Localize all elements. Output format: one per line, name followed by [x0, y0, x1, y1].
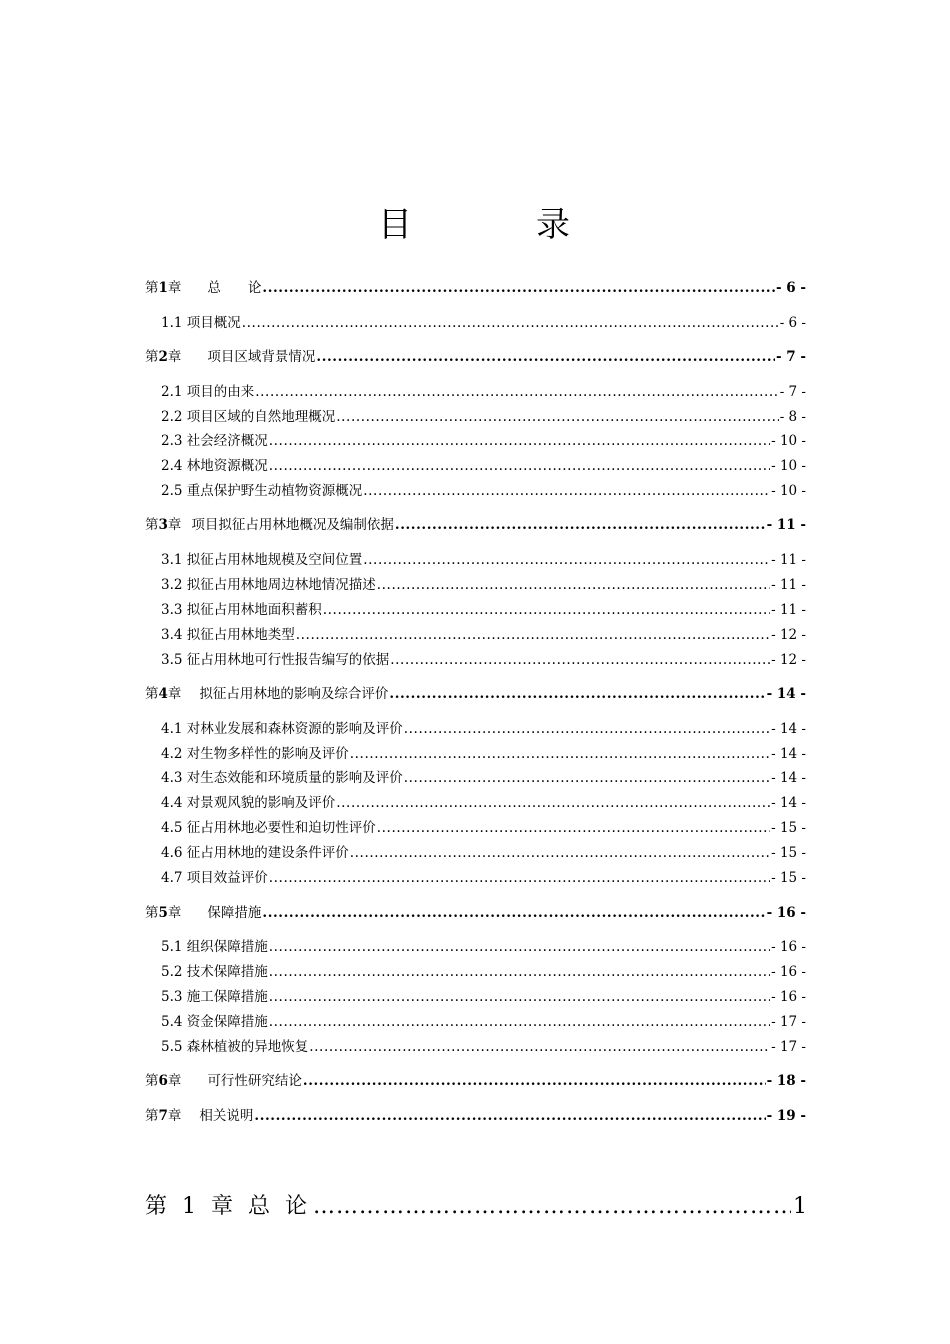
toc-entry-section[interactable]: [161, 768, 806, 788]
toc-entry-chapter-2[interactable]: [145, 347, 806, 367]
dot-leader: [350, 744, 770, 764]
dot-leader: [377, 818, 770, 838]
dot-leader: [296, 625, 770, 645]
section-label: 4.6 征占用林地的建设条件评价: [161, 845, 349, 861]
page-number: - 11 -: [771, 577, 806, 593]
toc-entry-section[interactable]: [161, 407, 806, 427]
dot-leader: [269, 937, 770, 957]
toc-entry-section[interactable]: [161, 625, 806, 645]
title-char-2: 录: [536, 205, 570, 245]
toc-entry-section[interactable]: [161, 481, 806, 501]
chapter-label: 第7章 相关说明: [145, 1108, 254, 1124]
toc-entry-section[interactable]: [161, 650, 806, 670]
chapter-label: 第4章 拟征占用林地的影响及综合评价: [145, 686, 389, 702]
dot-leader: [269, 987, 770, 1007]
dot-leader: [262, 278, 775, 298]
page-number: - 8 -: [779, 409, 806, 425]
dot-leader: [303, 1071, 766, 1091]
page-number: - 7 -: [776, 349, 806, 365]
chapter-label: 第1章 总 论: [145, 280, 262, 296]
chapter-label: 第5章 保障措施: [145, 905, 262, 921]
dot-leader: [336, 407, 778, 427]
page-number: - 14 -: [771, 746, 806, 762]
toc-entry-section[interactable]: [161, 818, 806, 838]
chapter-label: 第6章 可行性研究结论: [145, 1073, 302, 1089]
chapter-label: 第 1 章 总 论: [145, 1194, 311, 1219]
toc-entry-section[interactable]: [161, 843, 806, 863]
page-number: - 15 -: [771, 845, 806, 861]
dot-leader: [377, 575, 770, 595]
section-label: 5.5 森林植被的异地恢复: [161, 1039, 309, 1055]
dot-leader: [254, 1106, 765, 1126]
page-number: - 11 -: [771, 602, 806, 618]
section-label: 4.4 对景观风貌的影响及评价: [161, 795, 336, 811]
toc-entry-section[interactable]: [161, 550, 806, 570]
chapter-label: 第2章 项目区域背景情况: [145, 349, 316, 365]
page-number: - 18 -: [766, 1073, 806, 1089]
page-number: - 12 -: [771, 627, 806, 643]
toc-entry-chapter-7[interactable]: [145, 1106, 806, 1126]
section-label: 5.3 施工保障措施: [161, 989, 268, 1005]
section-label: 5.1 组织保障措施: [161, 939, 268, 955]
toc-entry-section[interactable]: [161, 382, 806, 402]
toc-entry-section[interactable]: [161, 575, 806, 595]
section-label: 2.4 林地资源概况: [161, 458, 268, 474]
dot-leader: [255, 382, 778, 402]
section-label: 2.1 项目的由来: [161, 384, 255, 400]
dot-leader: [350, 843, 770, 863]
section-label: 4.1 对林业发展和森林资源的影响及评价: [161, 721, 403, 737]
page-number: - 10 -: [771, 433, 806, 449]
page-number: - 14 -: [771, 770, 806, 786]
page-number: - 7 -: [779, 384, 806, 400]
page-number: - 15 -: [771, 870, 806, 886]
toc-entry-chapter-6[interactable]: [145, 1071, 806, 1091]
page-number: - 19 -: [766, 1108, 806, 1124]
toc-entry-section[interactable]: [161, 1037, 806, 1057]
toc-entry-section[interactable]: [161, 313, 806, 333]
page-number: - 6 -: [776, 280, 806, 296]
section-label: 3.3 拟征占用林地面积蓄积: [161, 602, 322, 618]
page-number: - 12 -: [771, 652, 806, 668]
page-number: - 15 -: [771, 820, 806, 836]
page-number: - 11 -: [771, 552, 806, 568]
dot-leader: [269, 431, 770, 451]
toc-entry-section[interactable]: [161, 1012, 806, 1032]
dot-leader: [336, 793, 770, 813]
toc-entry-chapter-1[interactable]: [145, 278, 806, 298]
page-number: - 14 -: [766, 686, 806, 702]
section-label: 2.5 重点保护野生动植物资源概况: [161, 483, 363, 499]
dot-leader: [242, 313, 779, 333]
dot-leader: [269, 868, 770, 888]
toc-entry-section[interactable]: [161, 962, 806, 982]
dot-leader: [395, 515, 766, 535]
page-number: - 16 -: [771, 939, 806, 955]
chapter-label: 第3章 项目拟征占用林地概况及编制依据: [145, 517, 394, 533]
dot-leader: [316, 347, 775, 367]
page-number: - 6 -: [779, 315, 806, 331]
toc-entry-section[interactable]: [161, 987, 806, 1007]
page-number: - 17 -: [771, 1014, 806, 1030]
section-label: 3.2 拟征占用林地周边林地情况描述: [161, 577, 376, 593]
dot-leader: [309, 1037, 770, 1057]
title-char-1: 目: [378, 205, 412, 245]
section-label: 5.4 资金保障措施: [161, 1014, 268, 1030]
section-label: 4.7 项目效益评价: [161, 870, 268, 886]
section-label: 3.4 拟征占用林地类型: [161, 627, 295, 643]
toc-entry-chapter-4[interactable]: [145, 684, 806, 704]
toc-entry-chapter-3[interactable]: [145, 515, 806, 535]
section-label: 4.3 对生态效能和环境质量的影响及评价: [161, 770, 403, 786]
dot-leader: [262, 903, 765, 923]
section-label: 4.2 对生物多样性的影响及评价: [161, 746, 349, 762]
section-label: 5.2 技术保障措施: [161, 964, 268, 980]
dot-leader: [269, 962, 770, 982]
dot-leader: [363, 481, 770, 501]
page-number: - 14 -: [771, 721, 806, 737]
page-number: - 16 -: [766, 905, 806, 921]
dot-leader: [323, 600, 770, 620]
toc-entry-chapter-5[interactable]: [145, 903, 806, 923]
toc-entry-section[interactable]: [161, 431, 806, 451]
page-number: - 10 -: [771, 483, 806, 499]
toc-entry-section[interactable]: [161, 937, 806, 957]
page-number: - 17 -: [771, 1039, 806, 1055]
page-number: - 16 -: [771, 964, 806, 980]
dot-leader: [390, 650, 770, 670]
toc-title: [0, 200, 950, 250]
dot-leader: [363, 550, 770, 570]
section-label: 3.1 拟征占用林地规模及空间位置: [161, 552, 363, 568]
toc-entry-chapter-1-large[interactable]: [145, 1192, 807, 1222]
toc-entry-section[interactable]: [161, 456, 806, 476]
dot-leader: [404, 719, 770, 739]
ellipsis-leader: [313, 1192, 791, 1222]
page-number: - 16 -: [771, 989, 806, 1005]
dot-leader: [404, 768, 770, 788]
dot-leader: [269, 456, 770, 476]
toc-entry-section[interactable]: [161, 744, 806, 764]
page-number: - 10 -: [771, 458, 806, 474]
section-label: 4.5 征占用林地必要性和迫切性评价: [161, 820, 376, 836]
page-number: - 14 -: [771, 795, 806, 811]
dot-leader: [389, 684, 765, 704]
dot-leader: [269, 1012, 770, 1032]
toc-entry-section[interactable]: [161, 600, 806, 620]
section-label: 3.5 征占用林地可行性报告编写的依据: [161, 652, 390, 668]
page-number: 1: [793, 1194, 807, 1219]
toc-entry-section[interactable]: [161, 793, 806, 813]
page-number: - 11 -: [766, 517, 806, 533]
section-label: 1.1 项目概况: [161, 315, 241, 331]
section-label: 2.2 项目区域的自然地理概况: [161, 409, 336, 425]
toc-entry-section[interactable]: [161, 868, 806, 888]
section-label: 2.3 社会经济概况: [161, 433, 268, 449]
toc-entry-section[interactable]: [161, 719, 806, 739]
